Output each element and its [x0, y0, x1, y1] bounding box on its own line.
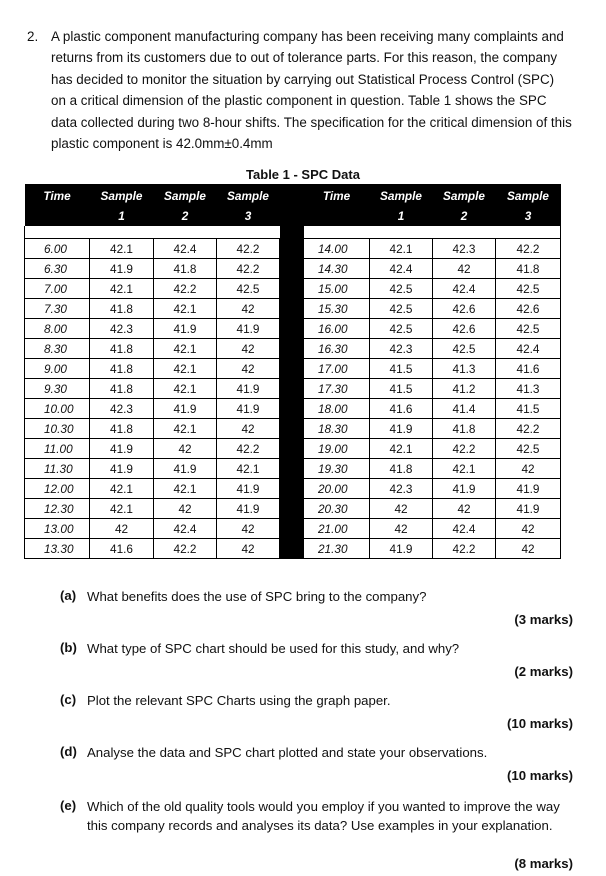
sample-1-cell: 42.1	[90, 479, 154, 499]
sample-2-cell: 42.4	[433, 279, 496, 299]
time-cell: 18.30	[304, 419, 370, 439]
header-sample-1: Sample 1	[90, 184, 154, 226]
sample-2-cell: 42.3	[433, 239, 496, 259]
part-text: What benefits does the use of SPC bring to the company?	[87, 589, 427, 604]
sample-2-cell: 41.9	[154, 459, 217, 479]
header-sample-2: Sample 2	[433, 184, 496, 226]
time-cell: 21.00	[304, 519, 370, 539]
sample-1-cell: 41.9	[90, 259, 154, 279]
time-cell: 14.00	[304, 239, 370, 259]
sample-1-cell: 42	[90, 519, 154, 539]
sample-3-cell: 42.2	[217, 239, 280, 259]
sample-3-cell: 41.8	[496, 259, 561, 279]
question-part	[60, 744, 573, 783]
question-text: A plastic component manufacturing company has been receiving many complaints and returns from its customers due to out of tolerance parts. For this reason, the company has decided to monitor the situation by carrying out Statistical Process Control (SPC) on a critical dimension of the plastic component in question. Table 1 shows the SPC data collected during two 8-hour shifts. The specification for the critical dimension of this plastic component is 42.0mm±0.4mm	[51, 29, 572, 152]
sample-1-cell: 42.1	[370, 239, 433, 259]
sample-1-cell: 42	[370, 519, 433, 539]
sample-2-cell: 41.9	[154, 399, 217, 419]
column-separator	[280, 499, 304, 519]
sample-1-cell: 41.9	[90, 459, 154, 479]
sample-3-cell: 42.2	[496, 419, 561, 439]
part-text: Plot the relevant SPC Charts using the graph paper.	[87, 693, 391, 708]
time-cell: 11.30	[25, 459, 90, 479]
sample-2-cell: 42.2	[433, 439, 496, 459]
time-cell: 6.00	[25, 239, 90, 259]
sample-3-cell: 42	[496, 539, 561, 559]
sample-2-cell: 42.1	[154, 299, 217, 319]
sample-3-cell: 42	[217, 539, 280, 559]
part-label: (b)	[60, 640, 77, 655]
sample-3-cell: 42	[217, 419, 280, 439]
sample-2-cell: 42.6	[433, 299, 496, 319]
table-row	[25, 539, 561, 559]
sample-1-cell: 42.3	[370, 479, 433, 499]
table-row	[25, 419, 561, 439]
sample-2-cell: 41.2	[433, 379, 496, 399]
sample-3-cell: 42	[496, 459, 561, 479]
header-time: Time	[304, 184, 370, 226]
table-row	[25, 339, 561, 359]
part-marks: (10 marks)	[507, 768, 573, 783]
time-cell: 15.30	[304, 299, 370, 319]
sample-3-cell: 42	[217, 339, 280, 359]
column-separator	[280, 379, 304, 399]
sample-2-cell: 42.1	[154, 379, 217, 399]
column-separator	[280, 459, 304, 479]
sample-1-cell: 41.9	[370, 419, 433, 439]
sample-3-cell: 41.9	[217, 399, 280, 419]
sample-1-cell: 41.6	[90, 539, 154, 559]
time-cell: 20.00	[304, 479, 370, 499]
time-cell: 7.00	[25, 279, 90, 299]
table-row	[25, 499, 561, 519]
table-row	[25, 519, 561, 539]
sample-2-cell: 42	[154, 499, 217, 519]
sample-3-cell: 41.9	[217, 319, 280, 339]
header-sample-2: Sample 2	[154, 184, 217, 226]
time-cell: 17.00	[304, 359, 370, 379]
table-row	[25, 459, 561, 479]
column-separator	[280, 399, 304, 419]
sample-2-cell: 42.2	[433, 539, 496, 559]
column-separator	[280, 339, 304, 359]
sample-1-cell: 42.1	[370, 439, 433, 459]
sample-3-cell: 41.9	[496, 479, 561, 499]
time-cell: 19.00	[304, 439, 370, 459]
spc-data-table	[24, 184, 561, 559]
sample-3-cell: 42.5	[496, 439, 561, 459]
sample-2-cell: 42.4	[154, 239, 217, 259]
part-marks: (8 marks)	[514, 856, 573, 871]
sample-1-cell: 42.4	[370, 259, 433, 279]
time-cell: 9.30	[25, 379, 90, 399]
column-separator	[280, 419, 304, 439]
table-row	[25, 279, 561, 299]
sample-3-cell: 42.2	[496, 239, 561, 259]
sample-2-cell: 42.6	[433, 319, 496, 339]
time-cell: 15.00	[304, 279, 370, 299]
table-row	[25, 299, 561, 319]
sample-2-cell: 42	[433, 259, 496, 279]
sample-1-cell: 41.9	[370, 539, 433, 559]
sample-2-cell: 42.1	[154, 419, 217, 439]
sample-1-cell: 42.5	[370, 299, 433, 319]
header-sample-3: Sample 3	[496, 184, 561, 226]
time-cell: 19.30	[304, 459, 370, 479]
sample-1-cell: 41.8	[90, 299, 154, 319]
column-separator	[280, 299, 304, 319]
part-marks: (3 marks)	[514, 612, 573, 627]
sample-3-cell: 42	[217, 359, 280, 379]
time-cell: 18.00	[304, 399, 370, 419]
sample-2-cell: 42.1	[433, 459, 496, 479]
sample-3-cell: 42	[496, 519, 561, 539]
sample-1-cell: 41.8	[90, 379, 154, 399]
sample-3-cell: 41.9	[217, 379, 280, 399]
time-cell: 10.30	[25, 419, 90, 439]
table-caption: Table 1 - SPC Data	[246, 167, 360, 182]
sample-3-cell: 41.9	[217, 499, 280, 519]
part-text: Analyse the data and SPC chart plotted and state your observations.	[87, 745, 488, 760]
column-separator	[280, 359, 304, 379]
part-label: (d)	[60, 744, 77, 759]
sample-1-cell: 42.3	[90, 399, 154, 419]
question-part	[60, 640, 573, 679]
sample-1-cell: 41.5	[370, 359, 433, 379]
sample-3-cell: 42	[217, 519, 280, 539]
column-separator	[280, 479, 304, 499]
table-row	[25, 479, 561, 499]
sample-1-cell: 42.5	[370, 319, 433, 339]
time-cell: 10.00	[25, 399, 90, 419]
sample-3-cell: 41.6	[496, 359, 561, 379]
time-cell: 7.30	[25, 299, 90, 319]
sample-3-cell: 42.6	[496, 299, 561, 319]
sample-1-cell: 41.6	[370, 399, 433, 419]
column-separator	[280, 279, 304, 299]
sample-1-cell: 42.3	[370, 339, 433, 359]
sample-2-cell: 42.4	[154, 519, 217, 539]
part-label: (c)	[60, 692, 77, 707]
time-cell: 20.30	[304, 499, 370, 519]
time-cell: 13.00	[25, 519, 90, 539]
question-intro	[27, 26, 572, 154]
time-cell: 6.30	[25, 259, 90, 279]
sample-3-cell: 41.3	[496, 379, 561, 399]
table-row	[25, 319, 561, 339]
time-cell: 11.00	[25, 439, 90, 459]
sample-1-cell: 41.5	[370, 379, 433, 399]
sample-3-cell: 42.5	[496, 319, 561, 339]
time-cell: 8.00	[25, 319, 90, 339]
table-row	[25, 259, 561, 279]
question-number: 2.	[27, 29, 39, 44]
part-text: What type of SPC chart should be used for this study, and why?	[87, 641, 460, 656]
sample-3-cell: 42.4	[496, 339, 561, 359]
column-separator	[280, 439, 304, 459]
time-cell: 8.30	[25, 339, 90, 359]
time-cell: 16.30	[304, 339, 370, 359]
table-row	[25, 439, 561, 459]
question-part	[60, 588, 573, 627]
table-row	[25, 399, 561, 419]
sample-2-cell: 42.5	[433, 339, 496, 359]
sample-1-cell: 41.8	[90, 359, 154, 379]
part-marks: (10 marks)	[507, 716, 573, 731]
sample-2-cell: 41.8	[433, 419, 496, 439]
column-separator	[280, 539, 304, 559]
table-header-row	[25, 184, 561, 226]
sample-1-cell: 42	[370, 499, 433, 519]
sample-2-cell: 41.4	[433, 399, 496, 419]
sample-1-cell: 42.1	[90, 239, 154, 259]
sample-1-cell: 42.3	[90, 319, 154, 339]
sample-2-cell: 42.1	[154, 479, 217, 499]
part-marks: (2 marks)	[514, 664, 573, 679]
column-separator	[280, 319, 304, 339]
sample-3-cell: 42.2	[217, 439, 280, 459]
question-part	[60, 798, 573, 871]
header-separator	[280, 184, 304, 226]
time-cell: 21.30	[304, 539, 370, 559]
sample-2-cell: 42.1	[154, 339, 217, 359]
sample-2-cell: 42	[154, 439, 217, 459]
part-text: Which of the old quality tools would you employ if you wanted to improve the way this company records and analyses its data? Use examples in your explanation.	[87, 799, 560, 833]
sample-3-cell: 41.9	[496, 499, 561, 519]
header-sample-3: Sample 3	[217, 184, 280, 226]
table-row	[25, 239, 561, 259]
column-separator	[280, 519, 304, 539]
time-cell: 13.30	[25, 539, 90, 559]
time-cell: 14.30	[304, 259, 370, 279]
sample-3-cell: 42.2	[217, 259, 280, 279]
column-separator	[280, 259, 304, 279]
sample-1-cell: 42.5	[370, 279, 433, 299]
sample-3-cell: 41.9	[217, 479, 280, 499]
sample-2-cell: 42.4	[433, 519, 496, 539]
sample-2-cell: 42	[433, 499, 496, 519]
sample-2-cell: 42.1	[154, 359, 217, 379]
sample-1-cell: 42.1	[90, 279, 154, 299]
sample-2-cell: 41.3	[433, 359, 496, 379]
header-sample-1: Sample 1	[370, 184, 433, 226]
sample-1-cell: 42.1	[90, 499, 154, 519]
column-separator	[280, 239, 304, 259]
sample-2-cell: 41.8	[154, 259, 217, 279]
table-gap-row	[25, 226, 561, 239]
sample-2-cell: 41.9	[433, 479, 496, 499]
time-cell: 12.30	[25, 499, 90, 519]
part-label: (e)	[60, 798, 77, 813]
sample-1-cell: 41.9	[90, 439, 154, 459]
time-cell: 9.00	[25, 359, 90, 379]
sample-3-cell: 42.5	[496, 279, 561, 299]
sample-1-cell: 41.8	[90, 419, 154, 439]
sample-2-cell: 41.9	[154, 319, 217, 339]
time-cell: 12.00	[25, 479, 90, 499]
sample-2-cell: 42.2	[154, 279, 217, 299]
time-cell: 16.00	[304, 319, 370, 339]
sample-1-cell: 41.8	[370, 459, 433, 479]
question-part	[60, 692, 573, 731]
sample-1-cell: 41.8	[90, 339, 154, 359]
sample-2-cell: 42.2	[154, 539, 217, 559]
table-row	[25, 379, 561, 399]
table-row	[25, 359, 561, 379]
sample-3-cell: 42.1	[217, 459, 280, 479]
header-time: Time	[25, 184, 90, 226]
part-label: (a)	[60, 588, 77, 603]
sample-3-cell: 42.5	[217, 279, 280, 299]
sample-3-cell: 42	[217, 299, 280, 319]
time-cell: 17.30	[304, 379, 370, 399]
sample-3-cell: 41.5	[496, 399, 561, 419]
